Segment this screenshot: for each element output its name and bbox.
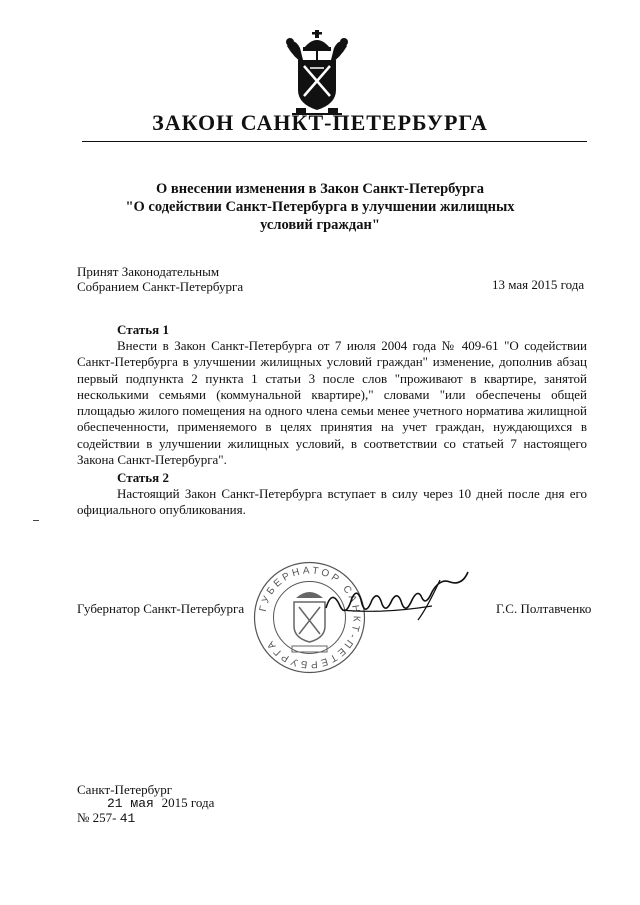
article-2-text [77,486,587,519]
law-title: ЗАКОН САНКТ-ПЕТЕРБУРГА [152,110,488,135]
article-1-line: содействии в улучшении жилищных условий, в соответствии со статьей 7 настоящего [77,435,587,451]
governor-title: Губернатор Санкт-Петербурга [77,601,245,616]
article-1-line: несколькими семьями (коммунальной квартире)," словами "или обеспечены общей [77,386,587,402]
article-2-heading: Статья 2 [117,470,169,485]
article-2-line: Настоящий Закон Санкт-Петербурга вступает в силу через 10 дней после дня его [117,486,587,501]
article-1-line: Санкт-Петербурга в улучшении жилищных условий граждан" изменение, дополнив абзац [77,354,587,370]
city-emblem-icon [282,28,352,118]
article-1-line: Внести в Закон Санкт-Петербурга от 7 июля 2004 года № 409-61 "О содействии [117,338,587,353]
governor-signature [322,568,472,623]
signing-day: 21 [107,796,123,811]
signing-month: мая [130,796,154,811]
signing-city: Санкт-Петербург [77,782,173,797]
article-1-line: Закона Санкт-Петербурга". [77,452,227,468]
signing-year: 2015 года [161,795,215,810]
governor-name: Г.С. Полтавченко [496,601,592,616]
law-number-value: 41 [119,811,136,826]
adopted-by-line-1: Принят Законодательным [77,264,220,279]
signing-date [107,795,214,811]
title-divider [82,141,587,142]
article-1-line: первый подпункта 2 пункта 1 статьи 3 после слов "проживают в квартире, занятой [77,370,587,386]
article-1-text [77,338,587,468]
article-2-line: официального опубликования. [77,502,246,518]
margin-mark [33,520,39,521]
subtitle-line-1: О внесении изменения в Закон Санкт-Петербурга [155,181,484,197]
article-1-line: площадью жилого помещения на одного члена семьи менее учетного норматива жилищной [77,403,587,419]
adoption-date: 13 мая 2015 года [492,277,585,292]
subtitle-line-2: "О содействии Санкт-Петербурга в улучшении жилищных [125,199,515,215]
adopted-by-line-2: Собранием Санкт-Петербурга [77,279,244,294]
law-number-prefix: № 257- [77,810,117,825]
law-number [77,810,135,826]
svg-text:ГУБЕРНАТОР САНКТ-ПЕТЕРБУРГА: ГУБЕРНАТОР САНКТ-ПЕТЕРБУРГА [257,565,362,670]
subtitle-line-3: условий граждан" [260,217,380,233]
article-1-heading: Статья 1 [117,322,169,337]
article-1-line: обеспеченности, применяемого в целях принятия на учет граждан, нуждающихся в [77,419,587,435]
